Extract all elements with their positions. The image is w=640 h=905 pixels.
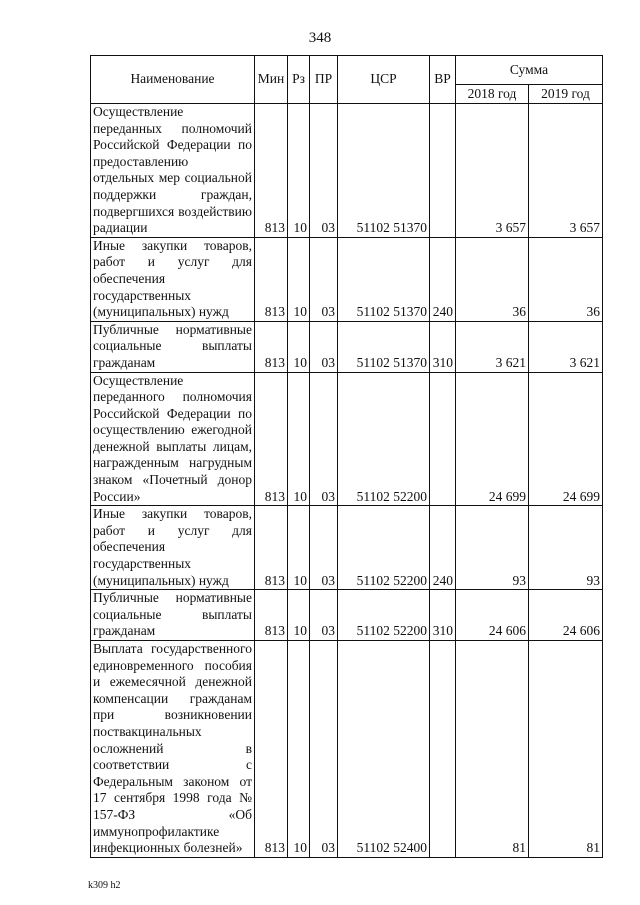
table-row bbox=[91, 506, 603, 590]
row-sum-2019: 24 699 bbox=[529, 372, 603, 506]
table-row bbox=[91, 641, 603, 858]
row-min: 813 bbox=[255, 237, 288, 321]
row-name: Осуществление переданного полномочия Российской Федерации по осуществлению ежегодной денежной выплаты лицам, награжденным нагрудным знаком «Почетный донор России» bbox=[91, 372, 255, 506]
row-pr: 03 bbox=[310, 506, 338, 590]
row-rz: 10 bbox=[288, 372, 310, 506]
row-vr bbox=[430, 641, 456, 858]
page-number: 348 bbox=[308, 30, 332, 46]
row-vr: 310 bbox=[430, 321, 456, 372]
row-pr: 03 bbox=[310, 372, 338, 506]
row-sum-2018: 36 bbox=[456, 237, 529, 321]
table-row bbox=[91, 372, 603, 506]
row-csr: 51102 52200 bbox=[338, 590, 430, 641]
row-name: Выплата государственного единовременного пособия и ежемесячной денежной компенсации гражданам при возникновении поствакцинальных осложнений в соответствии с Федеральным законом от 17 сентября 1998 года № 157-ФЗ «Об иммунопрофилактике инфекционных болезней» bbox=[91, 641, 255, 858]
row-rz: 10 bbox=[288, 321, 310, 372]
header-csr: ЦСР bbox=[338, 56, 430, 104]
row-pr: 03 bbox=[310, 321, 338, 372]
table-row bbox=[91, 104, 603, 238]
row-sum-2019: 3 621 bbox=[529, 321, 603, 372]
row-min: 813 bbox=[255, 321, 288, 372]
row-sum-2018: 24 606 bbox=[456, 590, 529, 641]
row-vr: 240 bbox=[430, 237, 456, 321]
row-csr: 51102 51370 bbox=[338, 321, 430, 372]
row-sum-2018: 24 699 bbox=[456, 372, 529, 506]
row-rz: 10 bbox=[288, 237, 310, 321]
row-sum-2019: 24 606 bbox=[529, 590, 603, 641]
header-sum: Сумма bbox=[456, 56, 603, 85]
row-pr: 03 bbox=[310, 104, 338, 238]
row-min: 813 bbox=[255, 641, 288, 858]
row-rz: 10 bbox=[288, 641, 310, 858]
header-pr: ПР bbox=[310, 56, 338, 104]
row-min: 813 bbox=[255, 372, 288, 506]
row-sum-2019: 36 bbox=[529, 237, 603, 321]
row-min: 813 bbox=[255, 104, 288, 238]
header-name: Наименование bbox=[91, 56, 255, 104]
row-csr: 51102 51370 bbox=[338, 104, 430, 238]
row-sum-2019: 3 657 bbox=[529, 104, 603, 238]
table-row bbox=[91, 237, 603, 321]
header-rz: Рз bbox=[288, 56, 310, 104]
budget-table bbox=[90, 55, 603, 858]
table-row bbox=[91, 321, 603, 372]
row-name: Публичные нормативные социальные выплаты гражданам bbox=[91, 321, 255, 372]
row-name: Публичные нормативные социальные выплаты гражданам bbox=[91, 590, 255, 641]
row-rz: 10 bbox=[288, 590, 310, 641]
row-sum-2018: 3 621 bbox=[456, 321, 529, 372]
row-csr: 51102 51370 bbox=[338, 237, 430, 321]
row-sum-2018: 3 657 bbox=[456, 104, 529, 238]
row-rz: 10 bbox=[288, 506, 310, 590]
header-year-2018: 2018 год bbox=[456, 85, 529, 104]
header-year-2019: 2019 год bbox=[529, 85, 603, 104]
header-vr: ВР bbox=[430, 56, 456, 104]
row-csr: 51102 52200 bbox=[338, 372, 430, 506]
row-csr: 51102 52200 bbox=[338, 506, 430, 590]
table-body bbox=[91, 104, 603, 858]
table-row bbox=[91, 590, 603, 641]
row-vr bbox=[430, 372, 456, 506]
row-pr: 03 bbox=[310, 590, 338, 641]
row-csr: 51102 52400 bbox=[338, 641, 430, 858]
row-sum-2018: 93 bbox=[456, 506, 529, 590]
row-sum-2019: 81 bbox=[529, 641, 603, 858]
row-rz: 10 bbox=[288, 104, 310, 238]
row-name: Иные закупки товаров, работ и услуг для обеспечения государственных (муниципальных) нужд bbox=[91, 506, 255, 590]
header-min: Мин bbox=[255, 56, 288, 104]
row-vr bbox=[430, 104, 456, 238]
table-header bbox=[91, 56, 603, 104]
row-min: 813 bbox=[255, 506, 288, 590]
row-name: Осуществление переданных полномочий Российской Федерации по предоставлению отдельных мер социальной поддержки граждан, подвергшихся воздействию радиации bbox=[91, 104, 255, 238]
row-name: Иные закупки товаров, работ и услуг для обеспечения государственных (муниципальных) нужд bbox=[91, 237, 255, 321]
row-sum-2019: 93 bbox=[529, 506, 603, 590]
row-vr: 240 bbox=[430, 506, 456, 590]
row-pr: 03 bbox=[310, 641, 338, 858]
row-min: 813 bbox=[255, 590, 288, 641]
row-vr: 310 bbox=[430, 590, 456, 641]
row-sum-2018: 81 bbox=[456, 641, 529, 858]
footer-code: k309 h2 bbox=[88, 880, 121, 891]
row-pr: 03 bbox=[310, 237, 338, 321]
